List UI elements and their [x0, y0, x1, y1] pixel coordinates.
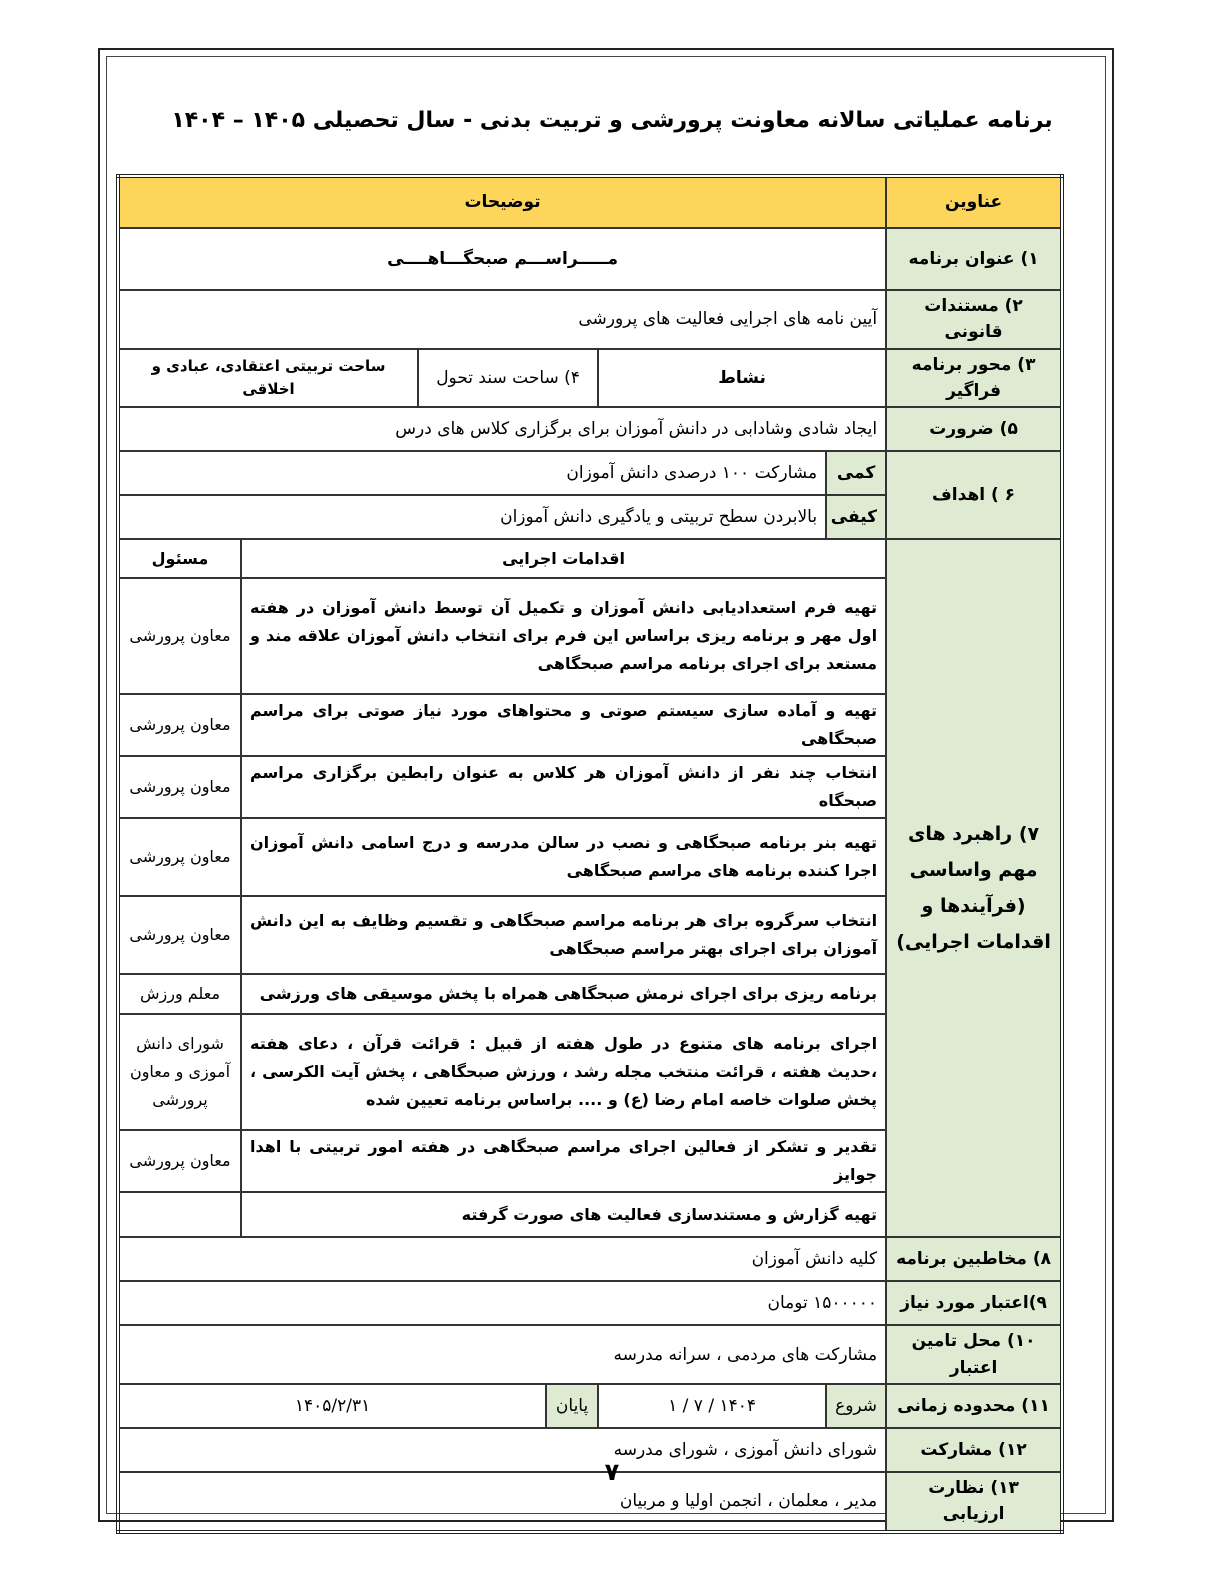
action-text: تقدیر و تشکر از فعالین اجرای مراسم صبحگاهی در هفته امور تربیتی با اهدا جوایز: [241, 1130, 885, 1192]
goals-qualitative-value: بالابردن سطح تربیتی و یادگیری دانش آموزان: [118, 495, 826, 539]
responsible-header: مسئول: [120, 540, 241, 578]
time-range-start-label: شروع: [826, 1384, 886, 1428]
actions-table: [120, 540, 885, 1236]
necessity-label: ۵) ضرورت: [886, 407, 1062, 451]
strategies-cell: [118, 539, 886, 1237]
page-number: ۷: [604, 1458, 620, 1486]
action-responsible: معاون پرورشی: [120, 578, 241, 694]
action-responsible: شورای دانش آموزی و معاون پرورشی: [120, 1014, 241, 1130]
program-title-value: مـــــراســـم صبحگـــاهــــی: [118, 228, 886, 290]
action-row: [120, 896, 885, 974]
participation-label: ۱۲) مشارکت: [886, 1428, 1062, 1472]
audience-value: کلیه دانش آموزان: [118, 1237, 886, 1281]
row-funding-source: [118, 1325, 1062, 1384]
action-responsible: معاون پرورشی: [120, 896, 241, 974]
necessity-value: ایجاد شادی وشادابی در دانش آموزان برای برگزاری کلاس های درس: [118, 407, 886, 451]
action-text: اجرای برنامه های متنوع در طول هفته از قبیل : قرائت قرآن ، دعای هفته ،حدیث هفته ، قرائت منتخب مجله رشد ، ورزش صبحگاهی ، پخش آیت الکرسی ، پخش صلوات خاصه امام رضا (ع) و .... براساس برنامه تعیین شده: [241, 1014, 885, 1130]
legal-documents-value: آیین نامه های اجرایی فعالیت های پرورشی: [118, 290, 886, 349]
header-titles: عناوین: [886, 176, 1062, 228]
goals-quantitative-label: کمی: [826, 451, 886, 495]
actions-header: اقدامات اجرایی: [241, 540, 885, 578]
action-text: تهیه فرم استعدادیابی دانش آموزان و تکمیل آن توسط دانش آموزان در هفته اول مهر و برنامه ریزی براساس این فرم برای انتخاب دانش آموزان علاقه مند و مستعد برای اجرای برنامه مراسم صبحگاهی: [241, 578, 885, 694]
time-range-end-value: ۱۴۰۵/۲/۳۱: [118, 1384, 546, 1428]
action-responsible: معاون پرورشی: [120, 818, 241, 896]
program-axis-label: ۳) محور برنامه فراگیر: [886, 349, 1062, 408]
transformation-domain-label: ۴) ساحت سند تحول: [418, 349, 598, 408]
funding-source-value: مشارکت های مردمی ، سرانه مدرسه: [118, 1325, 886, 1384]
action-row: [120, 1130, 885, 1192]
evaluation-label: ۱۳) نظارت ارزیابی: [886, 1472, 1062, 1532]
row-time-range: [118, 1384, 1062, 1428]
transformation-domain-value: ساحت تربیتی اعتقادی، عبادی و اخلاقی: [118, 349, 418, 408]
time-range-end-label: پایان: [546, 1384, 598, 1428]
header-description: توضیحات: [118, 176, 886, 228]
action-row: [120, 1192, 885, 1236]
row-budget: [118, 1281, 1062, 1325]
program-table: [116, 174, 1064, 1534]
participation-value: شورای دانش آموزی ، شورای مدرسه: [118, 1428, 886, 1472]
program-title-label: ۱) عنوان برنامه: [886, 228, 1062, 290]
budget-value: ۱۵۰۰۰۰۰ تومان: [118, 1281, 886, 1325]
action-row: [120, 694, 885, 756]
goals-qualitative-label: کیفی: [826, 495, 886, 539]
program-axis-value: نشاط: [598, 349, 886, 408]
funding-source-label: ۱۰) محل تامین اعتبار: [886, 1325, 1062, 1384]
time-range-label: ۱۱) محدوده زمانی: [886, 1384, 1062, 1428]
goals-label: ۶ ) اهداف: [886, 451, 1062, 539]
action-text: انتخاب سرگروه برای هر برنامه مراسم صبحگاهی و تقسیم وظایف به این دانش آموزان برای اجرای بهتر مراسم صبحگاهی: [241, 896, 885, 974]
actions-header-row: [120, 540, 885, 578]
action-row: [120, 756, 885, 818]
row-audience: [118, 1237, 1062, 1281]
budget-label: ۹)اعتبار مورد نیاز: [886, 1281, 1062, 1325]
action-text: تهیه بنر برنامه صبحگاهی و نصب در سالن مدرسه و درج اسامی دانش آموزان اجرا کننده برنامه های مراسم صبحگاهی: [241, 818, 885, 896]
action-responsible: معاون پرورشی: [120, 1130, 241, 1192]
row-program-title: [118, 228, 1062, 290]
action-responsible: معاون پرورشی: [120, 694, 241, 756]
header-row: [118, 176, 1062, 228]
action-responsible: معاون پرورشی: [120, 756, 241, 818]
action-row: [120, 578, 885, 694]
legal-documents-label: ۲) مستندات قانونی: [886, 290, 1062, 349]
action-responsible: [120, 1192, 241, 1236]
row-program-axis: [118, 349, 1062, 408]
action-text: برنامه ریزی برای اجرای نرمش صبحگاهی همراه با پخش موسیقی های ورزشی: [241, 974, 885, 1014]
row-goals-quantitative: [118, 451, 1062, 495]
strategies-label: ۷) راهبرد های مهم واساسی (فرآیندها و اقدامات اجرایی): [886, 539, 1062, 1237]
audience-label: ۸) مخاطبین برنامه: [886, 1237, 1062, 1281]
row-necessity: [118, 407, 1062, 451]
action-row: [120, 818, 885, 896]
action-text: تهیه و آماده سازی سیستم صوتی و محتواهای مورد نیاز صوتی برای مراسم صبحگاهی: [241, 694, 885, 756]
row-legal-documents: [118, 290, 1062, 349]
action-responsible: معلم ورزش: [120, 974, 241, 1014]
time-range-start-value: ۱۴۰۴ / ۷ / ۱: [598, 1384, 826, 1428]
action-text: تهیه گزارش و مستندسازی فعالیت های صورت گرفته: [241, 1192, 885, 1236]
row-strategies: [118, 539, 1062, 1237]
evaluation-value: مدیر ، معلمان ، انجمن اولیا و مربیان: [118, 1472, 886, 1532]
action-row: [120, 1014, 885, 1130]
document-title: برنامه عملیاتی سالانه معاونت پرورشی و تربیت بدنی - سال تحصیلی ۱۴۰۵ – ۱۴۰۴: [171, 108, 1053, 133]
action-text: انتخاب چند نفر از دانش آموزان هر کلاس به عنوان رابطین برگزاری مراسم صبحگاه: [241, 756, 885, 818]
goals-quantitative-value: مشارکت ۱۰۰ درصدی دانش آموزان: [118, 451, 826, 495]
action-row: [120, 974, 885, 1014]
